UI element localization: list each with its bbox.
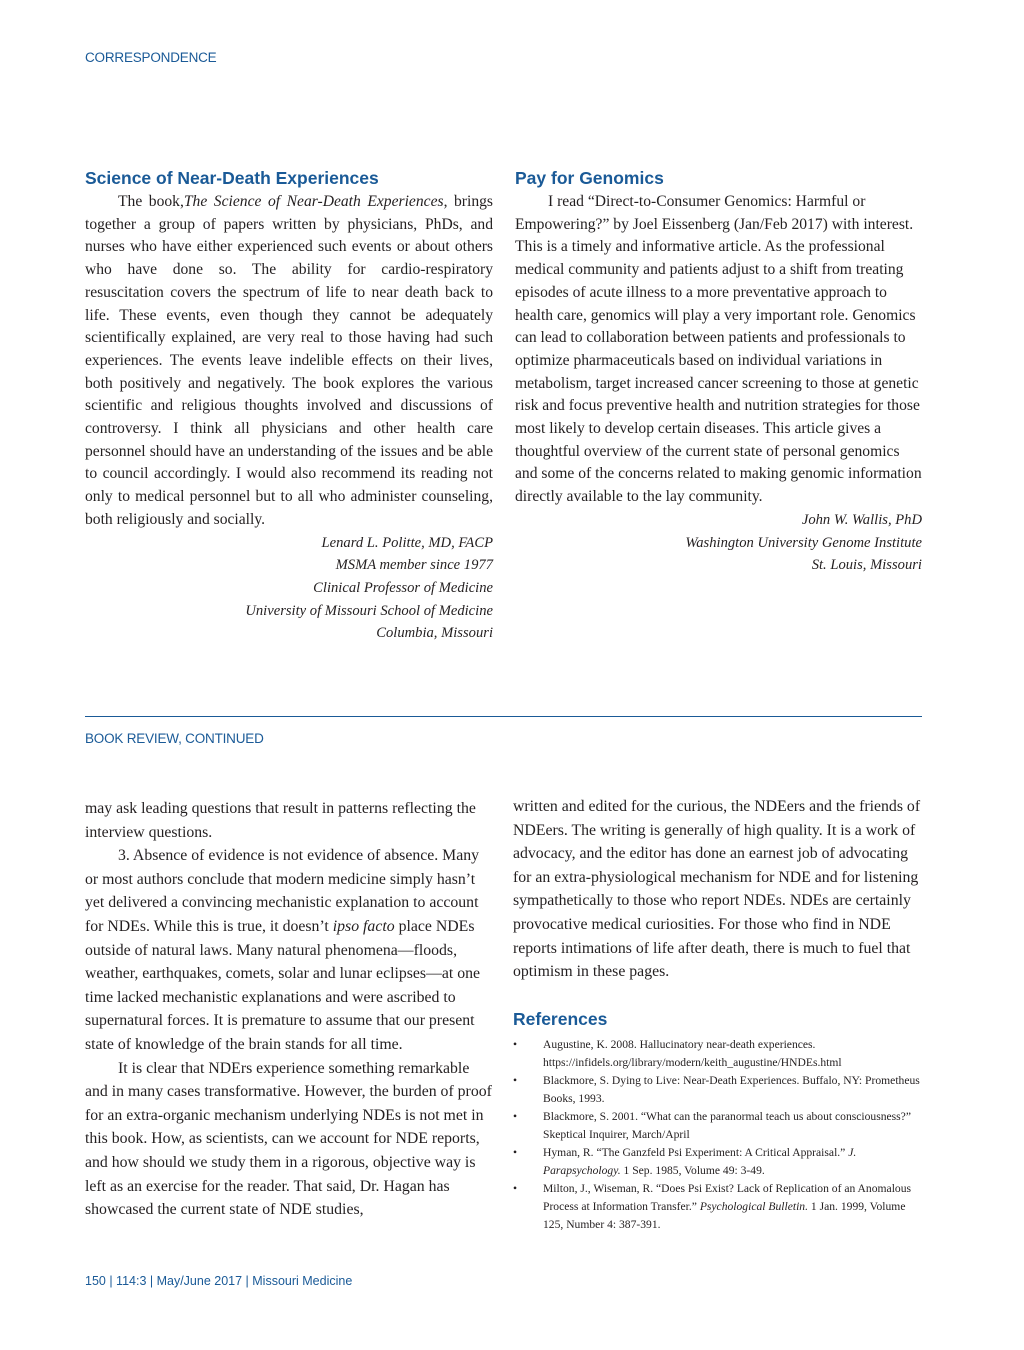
section-divider <box>85 716 922 717</box>
section-label-book-review: BOOK REVIEW, CONTINUED <box>85 731 264 746</box>
letter-genomics <box>515 167 922 577</box>
signature-line: University of Missouri School of Medicine <box>245 602 493 619</box>
reference-item <box>513 1180 922 1234</box>
bullet-icon: • <box>513 1181 518 1195</box>
review-paragraph: It is clear that NDErs experience something remarkable and in many cases transformative. However, the burden of proof for an extra-organic mechanism underlying NDEs is not met in this book. How, as scientists, can we account for NDE reports, and how should we study them in a rigorous, objective way is left as an exercise for the reader. That said, Dr. Hagan has showcased the current state of NDE studies, <box>85 1059 492 1219</box>
body-text: , brings together a group of papers written by physicians, PhDs, and nurses who have either experienced such events or about others who have done so. The ability for cardio-respiratory resuscitation covers the spectrum of life to near death back to life. These events, even though they cannot be adequately scientifically explained, are very real to those having had such experiences. The events leave indelible effects on their lives, both positively and negatively. The book explores the various scientific and religious thoughts involved and discussions of controversy. I think all physicians and other health care personnel should have an understanding of the issues and be able to council accordingly. I would also recommend its reading not only to medical personnel but to all who administer counseling, both religiously and socially. <box>85 193 493 528</box>
signature-line: MSMA member since 1977 <box>335 557 493 574</box>
reference-text: Blackmore, S. 2001. “What can the paranormal teach us about consciousness?” Skeptical Inquirer, March/April <box>543 1109 911 1141</box>
section-label-correspondence: CORRESPONDENCE <box>85 50 217 65</box>
letter-near-death <box>85 167 493 645</box>
review-paragraph: written and edited for the curious, the NDEers and the friends of NDEers. The writing is generally of high quality. It is a work of advocacy, and the editor has done an earnest job of advocating for an extra-physiological mechanism for NDE and for listening sympathetically to those who report NDEs. NDEs are certainly provocative medical curiosities. For those who find in NDE reports intimations of life after death, there is much to fuel that optimism in these pages. <box>513 798 921 981</box>
reference-text: Augustine, K. 2008. Hallucinatory near-death experiences. https://infidels.org/library/modern/keith_augustine/HNDEs.html <box>543 1037 842 1069</box>
review-left-column <box>85 797 493 1222</box>
review-text: place NDEs outside of natural laws. Many natural phenomena—floods, weather, earthquakes, comets, solar and lunar eclipses—at one time lacked mechanistic explanations and were ascribed to supernatural forces. It is premature to assume that our present state of knowledge of the brain stands for all time. <box>85 917 481 1053</box>
references-list <box>513 1036 922 1234</box>
signature-line: John W. Wallis, PhD <box>801 511 922 528</box>
review-paragraph <box>85 844 493 1056</box>
letter-title: Science of Near-Death Experiences <box>85 168 379 188</box>
letter-title: Pay for Genomics <box>515 168 664 188</box>
signature <box>85 532 493 646</box>
signature-line: Lenard L. Politte, MD, FACP <box>321 534 493 551</box>
bullet-icon: • <box>513 1109 518 1123</box>
signature <box>515 509 922 577</box>
reference-text: Blackmore, S. Dying to Live: Near-Death Experiences. Buffalo, NY: Prometheus Books, 1993. <box>543 1073 920 1105</box>
reference-item <box>513 1036 922 1072</box>
review-text: 3. Absence of evidence is not evidence of absence. Many or most authors conclude that modern medicine simply hasn’t yet delivered a convincing mechanistic explanation to account for NDEs. While this is true, it doesn’t <box>85 847 479 935</box>
bullet-icon: • <box>513 1073 518 1087</box>
signature-line: Columbia, Missouri <box>376 625 493 642</box>
bullet-icon: • <box>513 1145 518 1159</box>
body-lead: The book, <box>118 193 184 210</box>
journal-title: J. Parapsychology. <box>543 1145 857 1177</box>
book-title: The Science of Near-Death Experiences <box>183 193 444 210</box>
page-footer: 150 | 114:3 | May/June 2017 | Missouri Medicine <box>85 1274 353 1288</box>
reference-item <box>513 1108 922 1144</box>
letter-body <box>85 191 493 532</box>
signature-line: St. Louis, Missouri <box>811 557 922 574</box>
latin-phrase: ipso facto <box>332 917 395 935</box>
reference-text: Hyman, R. “The Ganzfeld Psi Experiment: A Critical Appraisal.” <box>543 1145 849 1159</box>
letter-body: I read “Direct-to-Consumer Genomics: Harmful or Empowering?” by Joel Eissenberg (Jan/Feb 2017) with interest. This is a timely and informative article. As the professional medical community and patients adjust to a shift from treating episodes of acute illness to a more preventative approach to health care, genomics will play a very important role. Genomics can lead to collaboration between patients and professionals to optimize pharmaceuticals based on individual variations in metabolism, target increased cancer screening to those at genetic risk and focus preventive health and nutrition strategies for those most likely to develop certain diseases. This article gives a thoughtful overview of the current state of personal genomics and some of the concerns related to making genomic information directly available to the lay community. <box>515 193 922 506</box>
bullet-icon: • <box>513 1037 518 1051</box>
reference-item <box>513 1144 922 1180</box>
reference-item <box>513 1072 922 1108</box>
reference-text: 1 Jan. 1999, Volume 125, Number 4: 387-391. <box>543 1199 906 1231</box>
reference-text: Milton, J., Wiseman, R. “Does Psi Exist? Lack of Replication of an Anomalous Process at Information Transfer.” <box>543 1181 912 1213</box>
journal-title: Psychological Bulletin. <box>699 1199 808 1213</box>
signature-line: Washington University Genome Institute <box>685 534 922 551</box>
review-paragraph: may ask leading questions that result in patterns reflecting the interview questions. <box>85 800 476 841</box>
reference-text: 1 Sep. 1985, Volume 49: 3-49. <box>620 1163 765 1177</box>
review-right-column <box>513 795 922 1234</box>
references-heading: References <box>513 1008 608 1029</box>
signature-line: Clinical Professor of Medicine <box>313 579 493 596</box>
